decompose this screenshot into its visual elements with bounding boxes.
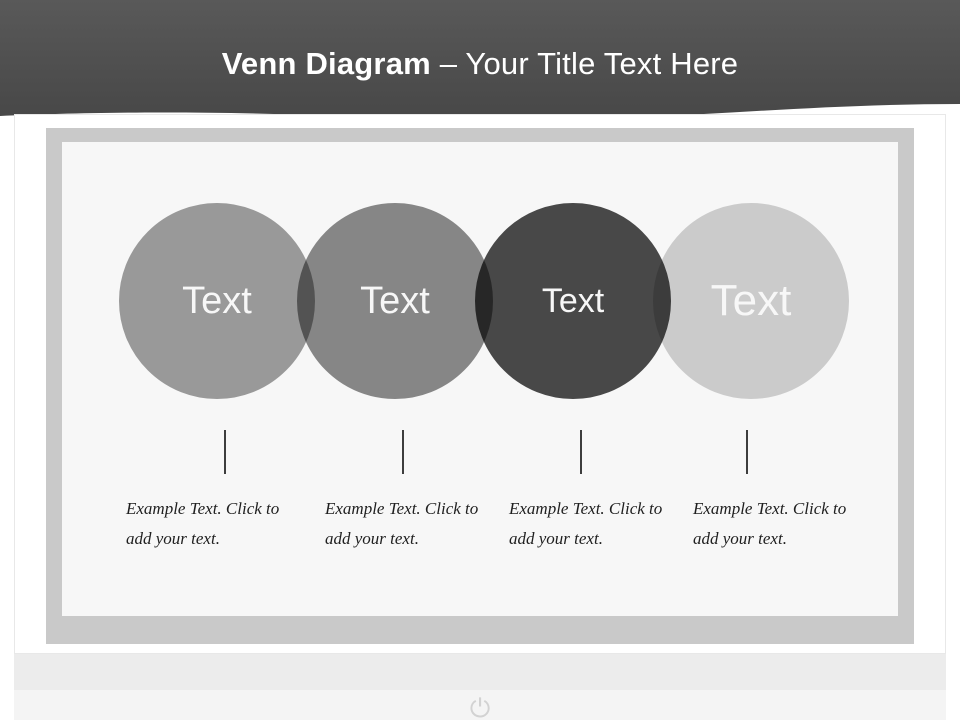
page-title-bold: Venn Diagram: [221, 46, 431, 81]
caption-4[interactable]: Example Text. Click to add your text.: [693, 499, 847, 548]
connector-tick-3: [580, 430, 582, 474]
monitor-stand-top: [14, 654, 946, 690]
connector-tick-4: [746, 430, 748, 474]
venn-circle-4-label: Text: [710, 276, 792, 325]
venn-circle-3[interactable]: [473, 201, 673, 401]
page-title: [0, 44, 960, 84]
caption-2[interactable]: Example Text. Click to add your text.: [325, 499, 479, 548]
venn-circle-2-label: Text: [360, 280, 430, 322]
caption-3[interactable]: Example Text. Click to add your text.: [509, 499, 663, 548]
page-title-rest: – Your Title Text Here: [430, 46, 739, 81]
caption-1[interactable]: Example Text. Click to add your text.: [126, 499, 280, 548]
venn-circle-3-label: Text: [541, 282, 605, 320]
slide-header: [0, 0, 960, 128]
venn-diagram: [62, 142, 898, 616]
venn-circle-1-label: Text: [182, 280, 252, 322]
venn-circle-4[interactable]: [651, 201, 851, 401]
venn-circle-1[interactable]: [117, 201, 317, 401]
connector-tick-1: [224, 430, 226, 474]
power-icon[interactable]: ⏻: [469, 693, 491, 723]
connector-tick-2: [402, 430, 404, 474]
venn-circle-2[interactable]: [295, 201, 495, 401]
